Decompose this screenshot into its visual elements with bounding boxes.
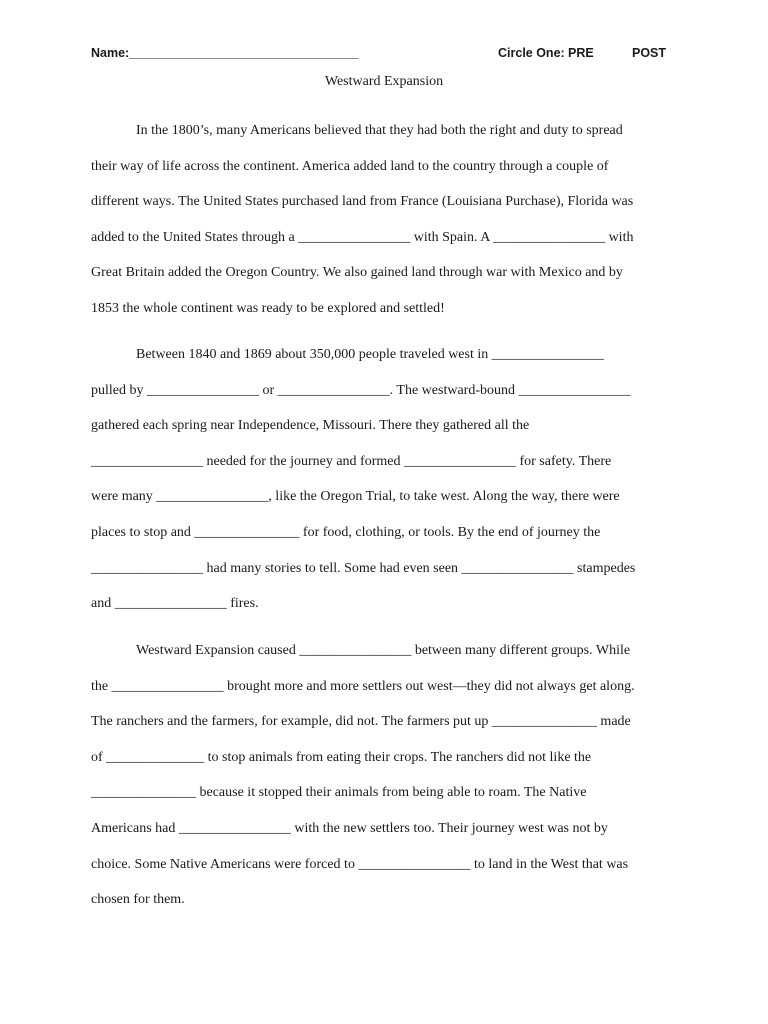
paragraph-line: added to the United States through a ________________ with Spain. A ________________ with — [91, 229, 634, 245]
paragraph-line: 1853 the whole continent was ready to be explored and settled! — [91, 300, 445, 316]
paragraph-1 — [91, 121, 691, 335]
paragraph-line: and ________________ fires. — [91, 596, 259, 612]
paragraph-line: different ways. The United States purchased land from France (Louisiana Purchase), Florida was — [91, 194, 634, 210]
option-pre[interactable]: PRE — [568, 46, 594, 60]
paragraph-3 — [91, 641, 691, 926]
paragraph-line: were many ________________, like the Oregon Trial, to take west. Along the way, there were — [91, 489, 620, 505]
paragraph-line: places to stop and _______________ for food, clothing, or tools. By the end of journey the — [91, 524, 601, 540]
paragraph-line: the ________________ brought more and more settlers out west—they did not always get along. — [91, 678, 635, 694]
paragraph-line: choice. Some Native Americans were forced to ________________ to land in the West that was — [91, 856, 629, 872]
paragraph-line: pulled by ________________ or ________________. The westward-bound ________________ — [91, 382, 631, 398]
option-post[interactable]: POST — [632, 46, 667, 60]
name-field-label[interactable]: Name:_________________________________ — [91, 46, 359, 60]
circle-one-label: Circle One: — [498, 46, 565, 60]
paragraph-line: Between 1840 and 1869 about 350,000 people traveled west in ________________ — [136, 347, 604, 362]
paragraph-line: their way of life across the continent. America added land to the country through a couple of — [91, 158, 609, 174]
paragraph-line: The ranchers and the farmers, for example, did not. The farmers put up _______________ made — [91, 714, 631, 730]
paragraph-line: In the 1800’s, many Americans believed that they had both the right and duty to spread — [136, 123, 623, 138]
worksheet-header — [91, 44, 691, 64]
paragraph-line: ________________ needed for the journey and formed ________________ for safety. There — [91, 453, 612, 469]
paragraph-line: gathered each spring near Independence, Missouri. There they gathered all the — [91, 418, 530, 434]
paragraph-line: of ______________ to stop animals from eating their crops. The ranchers did not like the — [91, 749, 592, 765]
paragraph-line: Westward Expansion caused ________________ between many different groups. While — [136, 643, 631, 658]
paragraph-line: Great Britain added the Oregon Country. We also gained land through war with Mexico and by — [91, 265, 623, 281]
paragraph-line: _______________ because it stopped their animals from being able to roam. The Native — [91, 785, 587, 801]
page-title: Westward Expansion — [324, 74, 444, 89]
paragraph-line: chosen for them. — [91, 892, 185, 908]
paragraph-2 — [91, 345, 691, 630]
paragraph-line: Americans had ________________ with the new settlers too. Their journey west was not by — [91, 820, 608, 836]
paragraph-line: ________________ had many stories to tell. Some had even seen ________________ stampedes — [91, 560, 636, 576]
